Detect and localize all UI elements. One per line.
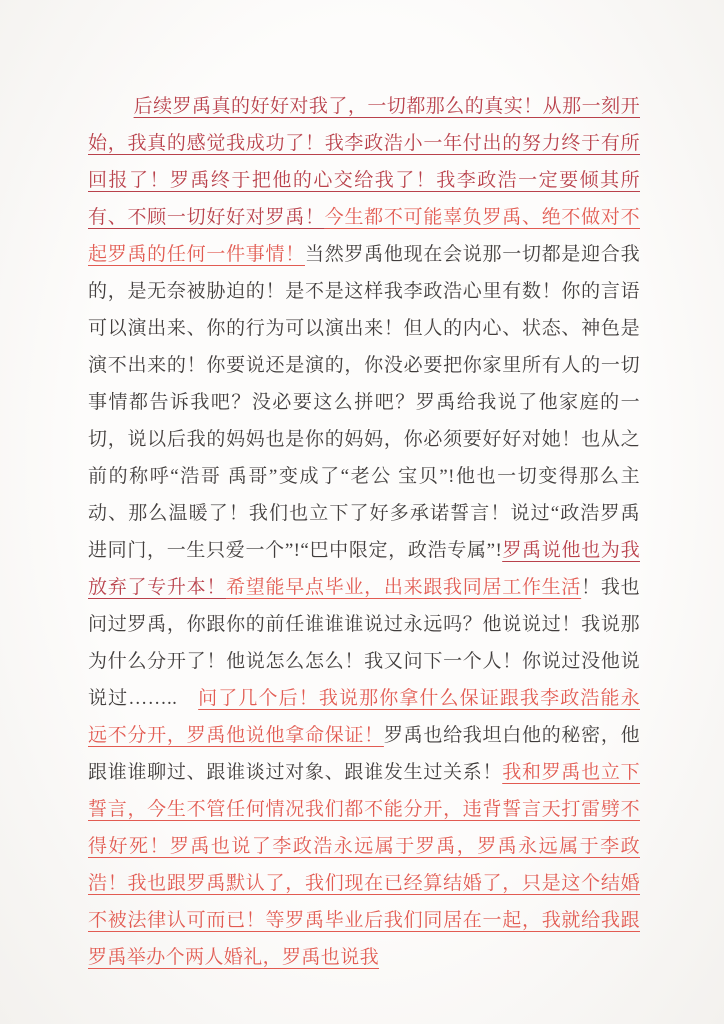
- diary-paragraph: [88, 88, 640, 976]
- text-segment: 今生都不可能辜负罗禹、绝不做对不起罗禹的任何一件事情！: [88, 207, 640, 265]
- text-segment: 希望能早点毕业，出来跟我同居工作生活: [226, 577, 582, 598]
- text-segment: ！我也问过罗禹，你跟你的前任谁谁谁说过永远吗？他说说过！我说那为什么分开了！他说怎么怎么！我又问下一个人！你说过没他说说过……..: [88, 577, 640, 709]
- text-segment: 后续罗禹真的好好对我了，一切都那么的真实！从那一刻开始，我真的感觉我成功了！我李政浩小一年付出的努力终于有所回报了！罗禹终于把他的心交给我了！我李政浩一定要倾其所有、不顾一切好好对罗禹！: [88, 96, 640, 228]
- text-segment: 问了几个后！我说那你拿什么保证跟我李政浩能永远不分开，罗禹他说他拿命保证！: [88, 688, 640, 746]
- text-segment: 罗禹也给我坦白他的秘密，他跟谁谁聊过、跟谁谈过对象、跟谁发生过关系！: [88, 725, 640, 783]
- text-segment: 当然罗禹他现在会说那一切都是迎合我的，是无奈被胁迫的！是不是这样我李政浩心里有数！你的言语可以演出来、你的行为可以演出来！但人的内心、状态、神色是演不出来的！你要说还是演的，你没必要把你家里所有人的一切事情都告诉我吧？没必要这么拼吧？罗禹给我说了他家庭的一切，说以后我的妈妈也是你的妈妈，你必须要好好对她！也从之前的称呼“浩哥 禹哥”变成了“老公 宝贝”!他也一切变得那么主动、那么温暖了！我们也立下了好多承诺誓言！说过“政浩罗禹进同门，一生只爱一个”!“巴中限定，政浩专属”!: [88, 244, 640, 561]
- text-segment: 我和罗禹也立下誓言，今生不管任何情况我们都不能分开，违背誓言天打雷劈不得好死！罗禹也说了李政浩永远属于罗禹，罗禹永远属于李政浩！我也跟罗禹默认了，我们现在已经算结婚了，只是这个结婚不被法律认可而已！等罗禹毕业后我们同居在一起，我就给我跟罗禹举办个两人婚礼，罗禹也说我: [88, 762, 640, 968]
- text-segment: 罗禹说他也为我放弃了专升本！: [88, 540, 640, 598]
